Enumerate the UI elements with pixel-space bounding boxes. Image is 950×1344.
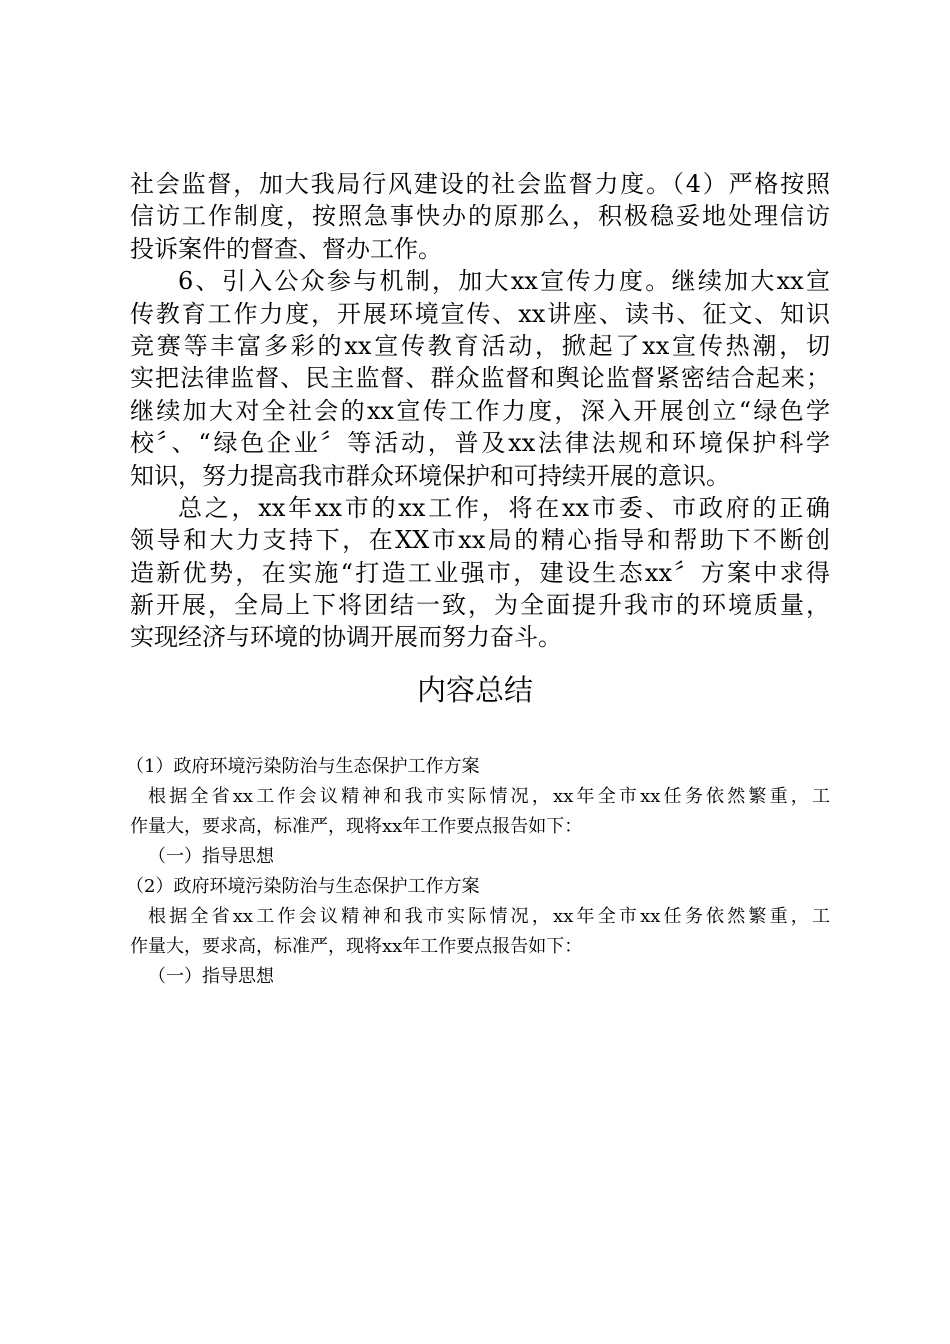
summary-item-subheading: （一）指导思想	[148, 966, 274, 987]
summary-item-heading: （1）政府环境污染防治与生态保护工作方案	[126, 756, 480, 777]
paragraph-line: 实把法律监督、民主监督、群众监督和舆论监督紧密结合起来；	[130, 364, 830, 393]
paragraph-line: 领导和大力支持下，在XX市xx局的精心指导和帮助下不断创	[130, 526, 830, 555]
summary-item-subheading: （一）指导思想	[148, 846, 274, 867]
paragraph-line: 竞赛等丰富多彩的xx宣传教育活动，掀起了xx宣传热潮，切	[130, 331, 830, 360]
paragraph-line: 造新优势，在实施“打造工业强市，建设生态xx〞方案中求得	[130, 558, 830, 587]
paragraph-line: 投诉案件的督查、督办工作。	[130, 234, 442, 263]
main-body-text	[130, 168, 830, 654]
paragraph-line: 新开展，全局上下将团结一致，为全面提升我市的环境质量，	[130, 591, 830, 620]
summary-item-paragraph: 作量大，要求高，标准严，现将xx年工作要点报告如下：	[130, 816, 583, 837]
summary-item-paragraph: 根据全省xx工作会议精神和我市实际情况，xx年全市xx任务依然繁重，工	[148, 906, 830, 927]
summary-section	[126, 755, 830, 989]
paragraph-line: 6、引入公众参与机制，加大xx宣传力度。继续加大xx宣	[178, 267, 830, 296]
summary-item-paragraph: 作量大，要求高，标准严，现将xx年工作要点报告如下：	[130, 936, 583, 957]
summary-title: 内容总结	[416, 673, 533, 707]
summary-item-heading: （2）政府环境污染防治与生态保护工作方案	[126, 876, 480, 897]
paragraph-line: 实现经济与环境的协调开展而努力奋斗。	[130, 623, 562, 652]
paragraph-line: 传教育工作力度，开展环境宣传、xx讲座、读书、征文、知识	[130, 299, 830, 328]
paragraph-line: 社会监督，加大我局行风建设的社会监督力度。（4）严格按照	[130, 170, 830, 198]
paragraph-line: 总之，xx年xx市的xx工作，将在xx市委、市政府的正确	[178, 493, 830, 522]
paragraph-line: 知识，努力提高我市群众环境保护和可持续开展的意识。	[130, 461, 730, 490]
summary-item-paragraph: 根据全省xx工作会议精神和我市实际情况，xx年全市xx任务依然繁重，工	[148, 786, 830, 807]
paragraph-line: 继续加大对全社会的xx宣传工作力度，深入开展创立“绿色学	[130, 396, 830, 425]
paragraph-line: 信访工作制度，按照急事快办的原那么，积极稳妥地处理信访	[130, 202, 830, 231]
paragraph-line: 校〞、“绿色企业〞等活动，普及xx法律法规和环境保护科学	[130, 429, 830, 458]
